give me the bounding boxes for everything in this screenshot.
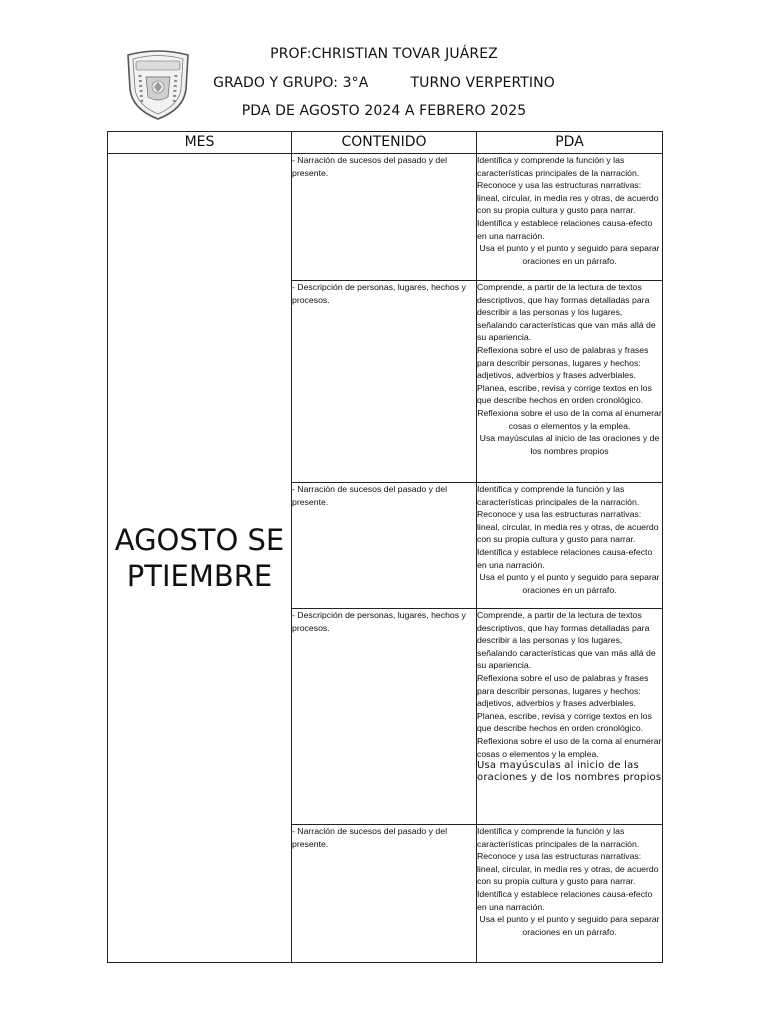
contenido-cell: - Narración de sucesos del pasado y del presente. [292, 154, 477, 281]
pda-item: Reflexiona sobre el uso de la coma al enumerar cosas o elementos y la emplea. [477, 735, 662, 759]
table-body [108, 154, 663, 963]
pda-item: Comprende, a partir de la lectura de textos descriptivos, que hay formas detalladas para describir a las personas y los lugares, señalando características que van más allá de su apariencia. [477, 282, 656, 343]
contenido-cell: - Descripción de personas, lugares, hechos y procesos. [292, 609, 477, 825]
teacher-name: PROF:CHRISTIAN TOVAR JUÁREZ [270, 46, 498, 62]
pda-table [107, 131, 663, 963]
pda-item: Usa el punto y el punto y seguido para separar oraciones en un párrafo. [479, 914, 660, 937]
pda-cell [477, 825, 663, 963]
contenido-cell: - Narración de sucesos del pasado y del presente. [292, 825, 477, 963]
pda-item: Usa mayúsculas al inicio de las oraciones y de los nombres propios [477, 760, 662, 784]
pda-item: Usa el punto y el punto y seguido para separar oraciones en un párrafo. [479, 572, 660, 595]
pda-item: Identifica y comprende la función y las características principales de la narración. [477, 826, 640, 849]
pda-item: Reflexiona sobre el uso de palabras y frases para describir personas, lugares y hechos: adjetivos, adverbios y frases adverbiales. [477, 344, 649, 381]
grade-group: GRADO Y GRUPO: 3°A [213, 75, 369, 91]
month-cell: AGOSTO SEPTIEMBRE [108, 154, 292, 963]
pda-item: Reconoce y usa las estructuras narrativas: lineal, circular, in media res y otras, de acuerdo con su propia cultura y gusto para narrar. [477, 509, 659, 545]
grade-group-line [0, 75, 768, 91]
pda-item: Planea, escribe, revisa y corrige textos en los que describe hechos en orden cronológico. [477, 382, 652, 406]
pda-item: Reconoce y usa las estructuras narrativas: lineal, circular, in media res y otras, de acuerdo con su propia cultura y gusto para narrar. [477, 851, 659, 887]
pda-item: Identifica y comprende la función y las características principales de la narración. [477, 155, 640, 178]
column-header-pda: PDA [477, 132, 663, 154]
pda-cell [477, 483, 663, 609]
pda-item: Reflexiona sobre el uso de palabras y frases para describir personas, lugares y hechos: adjetivos, adverbios y frases adverbiales. [477, 672, 649, 709]
table-row [108, 154, 663, 281]
period-title: PDA DE AGOSTO 2024 A FEBRERO 2025 [241, 103, 527, 119]
table-header-row [108, 132, 663, 154]
pda-item: Reflexiona sobre el uso de la coma al enumerar cosas o elementos y la emplea. [477, 407, 662, 431]
pda-cell [477, 154, 663, 281]
pda-item: Usa el punto y el punto y seguido para separar oraciones en un párrafo. [479, 243, 660, 266]
pda-cell [477, 609, 663, 825]
pda-item: Identifica y establece relaciones causa-efecto en una narración. [477, 217, 653, 241]
pda-item: Usa mayúsculas al inicio de las oraciones y de los nombres propios [479, 433, 660, 456]
shift: TURNO VERPERTINO [410, 75, 555, 91]
pda-item: Identifica y establece relaciones causa-efecto en una narración. [477, 546, 653, 570]
contenido-cell: - Narración de sucesos del pasado y del presente. [292, 483, 477, 609]
contenido-cell: - Descripción de personas, lugares, hechos y procesos. [292, 281, 477, 483]
pda-item: Planea, escribe, revisa y corrige textos en los que describe hechos en orden cronológico. [477, 710, 652, 734]
pda-item: Identifica y comprende la función y las características principales de la narración. [477, 484, 640, 507]
column-header-mes: MES [108, 132, 292, 154]
pda-cell [477, 281, 663, 483]
column-header-contenido: CONTENIDO [292, 132, 477, 154]
pda-item: Comprende, a partir de la lectura de textos descriptivos, que hay formas detalladas para describir a las personas y los lugares, señalando características que van más allá de su apariencia. [477, 610, 656, 671]
pda-item: Reconoce y usa las estructuras narrativas: lineal, circular, in media res y otras, de acuerdo con su propia cultura y gusto para narrar. [477, 180, 659, 216]
pda-item: Identifica y establece relaciones causa-efecto en una narración. [477, 888, 653, 912]
